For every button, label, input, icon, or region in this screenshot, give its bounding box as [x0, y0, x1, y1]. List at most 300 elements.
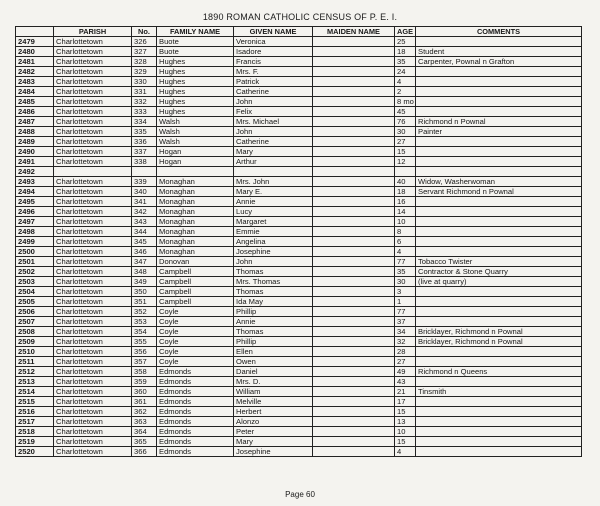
comments-cell: Tinsmith — [416, 387, 582, 397]
age-cell: 32 — [395, 337, 416, 347]
row-number-cell: 2505 — [16, 297, 54, 307]
table-row — [16, 207, 582, 217]
maiden-name-cell — [313, 337, 395, 347]
comments-cell — [416, 137, 582, 147]
comments-cell: Contractor & Stone Quarry — [416, 267, 582, 277]
age-cell: 28 — [395, 347, 416, 357]
comments-cell — [416, 167, 582, 177]
maiden-name-cell — [313, 147, 395, 157]
parish-cell: Charlottetown — [54, 297, 132, 307]
table-row — [16, 357, 582, 367]
family-name-cell: Coyle — [157, 347, 234, 357]
given-name-cell: William — [234, 387, 313, 397]
number-cell: 357 — [132, 357, 157, 367]
given-name-cell: Daniel — [234, 367, 313, 377]
number-cell: 326 — [132, 37, 157, 47]
parish-header: PARISH — [54, 27, 132, 37]
number-cell: 345 — [132, 237, 157, 247]
age-cell: 77 — [395, 257, 416, 267]
age-cell: 30 — [395, 127, 416, 137]
family-name-cell: Monaghan — [157, 187, 234, 197]
row-number-cell: 2492 — [16, 167, 54, 177]
row-number-cell: 2500 — [16, 247, 54, 257]
comments-cell — [416, 217, 582, 227]
age-cell: 15 — [395, 147, 416, 157]
row-number-cell: 2520 — [16, 447, 54, 457]
given-name-cell: Mary — [234, 147, 313, 157]
number-cell: 362 — [132, 407, 157, 417]
number-cell: 337 — [132, 147, 157, 157]
family-name-cell: Edmonds — [157, 377, 234, 387]
age-cell: 3 — [395, 287, 416, 297]
family-name-cell: Coyle — [157, 327, 234, 337]
number-cell: 363 — [132, 417, 157, 427]
maiden-name-cell — [313, 327, 395, 337]
number-cell: 347 — [132, 257, 157, 267]
comments-cell: Richmond n Pownal — [416, 117, 582, 127]
maiden-name-cell — [313, 267, 395, 277]
row-number-cell: 2501 — [16, 257, 54, 267]
given-name-cell: Lucy — [234, 207, 313, 217]
row-number-cell: 2490 — [16, 147, 54, 157]
table-row — [16, 77, 582, 87]
number-cell: 339 — [132, 177, 157, 187]
given-name-cell: Peter — [234, 427, 313, 437]
row-number-cell: 2506 — [16, 307, 54, 317]
maiden-name-cell — [313, 257, 395, 267]
age-cell: 34 — [395, 327, 416, 337]
table-row — [16, 217, 582, 227]
parish-cell: Charlottetown — [54, 447, 132, 457]
table-row — [16, 47, 582, 57]
family-name-cell: Coyle — [157, 317, 234, 327]
number-cell: 329 — [132, 67, 157, 77]
given-name-cell: Catherine — [234, 137, 313, 147]
age-cell: 37 — [395, 317, 416, 327]
family-name-cell: Monaghan — [157, 247, 234, 257]
number-cell: 327 — [132, 47, 157, 57]
parish-cell: Charlottetown — [54, 37, 132, 47]
number-cell: 344 — [132, 227, 157, 237]
maiden-name-cell — [313, 57, 395, 67]
family-name-cell — [157, 167, 234, 177]
given-name-cell: Josephine — [234, 247, 313, 257]
age-cell: 35 — [395, 267, 416, 277]
row-number-cell: 2494 — [16, 187, 54, 197]
parish-cell: Charlottetown — [54, 67, 132, 77]
given-name-cell: Arthur — [234, 157, 313, 167]
family-name-cell: Monaghan — [157, 227, 234, 237]
row-number-cell: 2507 — [16, 317, 54, 327]
number-header: No. — [132, 27, 157, 37]
given-name-cell: Mrs. D. — [234, 377, 313, 387]
age-cell: 2 — [395, 87, 416, 97]
comments-cell — [416, 97, 582, 107]
table-row — [16, 167, 582, 177]
row-number-cell: 2481 — [16, 57, 54, 67]
age-cell: 49 — [395, 367, 416, 377]
number-cell: 349 — [132, 277, 157, 287]
number-cell: 358 — [132, 367, 157, 377]
parish-cell: Charlottetown — [54, 247, 132, 257]
given-name-cell: Josephine — [234, 447, 313, 457]
age-cell: 8 — [395, 227, 416, 237]
parish-cell: Charlottetown — [54, 237, 132, 247]
maiden-name-cell — [313, 47, 395, 57]
age-cell: 30 — [395, 277, 416, 287]
table-row — [16, 347, 582, 357]
table-row — [16, 377, 582, 387]
parish-cell: Charlottetown — [54, 277, 132, 287]
given-name-cell: Francis — [234, 57, 313, 67]
row-number-cell: 2512 — [16, 367, 54, 377]
row-number-cell: 2508 — [16, 327, 54, 337]
maiden-name-cell — [313, 417, 395, 427]
comments-cell — [416, 67, 582, 77]
comments-cell — [416, 297, 582, 307]
parish-cell: Charlottetown — [54, 257, 132, 267]
given-name-cell: Ida May — [234, 297, 313, 307]
parish-cell: Charlottetown — [54, 337, 132, 347]
given-name-cell: Annie — [234, 197, 313, 207]
row-number-cell: 2485 — [16, 97, 54, 107]
family-name-cell: Walsh — [157, 127, 234, 137]
table-row — [16, 307, 582, 317]
family-name-cell: Campbell — [157, 277, 234, 287]
parish-cell: Charlottetown — [54, 227, 132, 237]
number-cell: 359 — [132, 377, 157, 387]
parish-cell: Charlottetown — [54, 57, 132, 67]
maiden-name-cell — [313, 357, 395, 367]
comments-cell — [416, 87, 582, 97]
maiden-name-cell — [313, 237, 395, 247]
parish-cell: Charlottetown — [54, 427, 132, 437]
table-row — [16, 447, 582, 457]
maiden-name-cell — [313, 97, 395, 107]
age-cell: 15 — [395, 437, 416, 447]
given-name-cell: Catherine — [234, 87, 313, 97]
number-cell: 352 — [132, 307, 157, 317]
comments-cell — [416, 147, 582, 157]
number-cell — [132, 167, 157, 177]
family-name-cell: Edmonds — [157, 387, 234, 397]
age-cell — [395, 167, 416, 177]
given-name-cell: Thomas — [234, 327, 313, 337]
comments-cell — [416, 417, 582, 427]
family-name-cell: Campbell — [157, 267, 234, 277]
number-cell: 360 — [132, 387, 157, 397]
family-name-cell: Edmonds — [157, 437, 234, 447]
parish-cell: Charlottetown — [54, 207, 132, 217]
age-cell: 77 — [395, 307, 416, 317]
number-cell: 341 — [132, 197, 157, 207]
given-name-cell: Thomas — [234, 267, 313, 277]
number-cell: 336 — [132, 137, 157, 147]
given-name-cell: Mrs. F. — [234, 67, 313, 77]
given-name-cell: Mrs. Thomas — [234, 277, 313, 287]
given-name-header: GIVEN NAME — [234, 27, 313, 37]
row-number-cell: 2511 — [16, 357, 54, 367]
table-row — [16, 97, 582, 107]
maiden-name-cell — [313, 397, 395, 407]
parish-cell: Charlottetown — [54, 97, 132, 107]
comments-cell — [416, 377, 582, 387]
row-number-cell: 2519 — [16, 437, 54, 447]
row-number-cell: 2513 — [16, 377, 54, 387]
age-cell: 17 — [395, 397, 416, 407]
given-name-cell: Thomas — [234, 287, 313, 297]
number-cell: 346 — [132, 247, 157, 257]
number-cell: 334 — [132, 117, 157, 127]
maiden-name-cell — [313, 447, 395, 457]
family-name-cell: Coyle — [157, 337, 234, 347]
parish-cell: Charlottetown — [54, 377, 132, 387]
family-name-cell: Hughes — [157, 87, 234, 97]
number-cell: 335 — [132, 127, 157, 137]
number-cell: 351 — [132, 297, 157, 307]
maiden-name-cell — [313, 37, 395, 47]
parish-cell: Charlottetown — [54, 357, 132, 367]
number-cell: 366 — [132, 447, 157, 457]
number-cell: 361 — [132, 397, 157, 407]
maiden-name-cell — [313, 167, 395, 177]
comments-cell — [416, 207, 582, 217]
given-name-cell: John — [234, 97, 313, 107]
comments-cell — [416, 227, 582, 237]
parish-cell: Charlottetown — [54, 417, 132, 427]
row-number-cell: 2486 — [16, 107, 54, 117]
maiden-name-cell — [313, 407, 395, 417]
census-table — [15, 26, 582, 457]
number-cell: 331 — [132, 87, 157, 97]
parish-cell: Charlottetown — [54, 317, 132, 327]
row-number-cell: 2514 — [16, 387, 54, 397]
family-name-cell: Monaghan — [157, 177, 234, 187]
table-row — [16, 187, 582, 197]
number-cell: 330 — [132, 77, 157, 87]
table-row — [16, 417, 582, 427]
number-cell: 356 — [132, 347, 157, 357]
family-name-cell: Monaghan — [157, 217, 234, 227]
comments-cell — [416, 107, 582, 117]
given-name-cell: Mrs. Michael — [234, 117, 313, 127]
row-number-cell: 2517 — [16, 417, 54, 427]
maiden-name-cell — [313, 277, 395, 287]
row-number-header — [16, 27, 54, 37]
maiden-name-cell — [313, 387, 395, 397]
table-row — [16, 137, 582, 147]
parish-cell: Charlottetown — [54, 407, 132, 417]
comments-cell — [416, 287, 582, 297]
maiden-name-cell — [313, 137, 395, 147]
table-row — [16, 157, 582, 167]
number-cell: 364 — [132, 427, 157, 437]
table-header-row — [16, 27, 582, 37]
given-name-cell: Mrs. John — [234, 177, 313, 187]
row-number-cell: 2503 — [16, 277, 54, 287]
given-name-cell: Owen — [234, 357, 313, 367]
number-cell: 355 — [132, 337, 157, 347]
parish-cell: Charlottetown — [54, 187, 132, 197]
age-cell: 40 — [395, 177, 416, 187]
table-row — [16, 317, 582, 327]
parish-cell: Charlottetown — [54, 157, 132, 167]
number-cell: 353 — [132, 317, 157, 327]
given-name-cell: Mary — [234, 437, 313, 447]
table-row — [16, 397, 582, 407]
parish-cell: Charlottetown — [54, 347, 132, 357]
family-name-cell: Hogan — [157, 147, 234, 157]
table-row — [16, 257, 582, 267]
given-name-cell: Melville — [234, 397, 313, 407]
family-name-cell: Buote — [157, 37, 234, 47]
family-name-cell: Edmonds — [157, 427, 234, 437]
age-cell: 18 — [395, 187, 416, 197]
given-name-cell: Annie — [234, 317, 313, 327]
family-name-cell: Buote — [157, 47, 234, 57]
table-row — [16, 297, 582, 307]
maiden-name-cell — [313, 427, 395, 437]
table-row — [16, 237, 582, 247]
number-cell: 343 — [132, 217, 157, 227]
table-row — [16, 107, 582, 117]
table-row — [16, 437, 582, 447]
number-cell: 338 — [132, 157, 157, 167]
comments-cell — [416, 77, 582, 87]
row-number-cell: 2497 — [16, 217, 54, 227]
age-cell: 10 — [395, 217, 416, 227]
parish-cell: Charlottetown — [54, 267, 132, 277]
parish-cell: Charlottetown — [54, 397, 132, 407]
maiden-name-cell — [313, 347, 395, 357]
row-number-cell: 2504 — [16, 287, 54, 297]
row-number-cell: 2496 — [16, 207, 54, 217]
comments-cell: Servant Richmond n Pownal — [416, 187, 582, 197]
number-cell: 354 — [132, 327, 157, 337]
comments-cell: Carpenter, Pownal n Grafton — [416, 57, 582, 67]
table-row — [16, 407, 582, 417]
maiden-name-cell — [313, 67, 395, 77]
given-name-cell: Phillip — [234, 307, 313, 317]
row-number-cell: 2489 — [16, 137, 54, 147]
family-name-cell: Hughes — [157, 107, 234, 117]
age-cell: 4 — [395, 77, 416, 87]
maiden-name-cell — [313, 117, 395, 127]
parish-cell: Charlottetown — [54, 387, 132, 397]
table-row — [16, 67, 582, 77]
table-row — [16, 337, 582, 347]
age-header: AGE — [395, 27, 416, 37]
family-name-cell: Monaghan — [157, 197, 234, 207]
parish-cell: Charlottetown — [54, 87, 132, 97]
page-number: Page 60 — [285, 490, 315, 499]
given-name-cell: Herbert — [234, 407, 313, 417]
comments-cell — [416, 407, 582, 417]
family-name-cell: Hughes — [157, 77, 234, 87]
maiden-name-cell — [313, 227, 395, 237]
given-name-cell: Patrick — [234, 77, 313, 87]
age-cell: 21 — [395, 387, 416, 397]
maiden-name-cell — [313, 297, 395, 307]
maiden-name-cell — [313, 377, 395, 387]
comments-cell — [416, 437, 582, 447]
given-name-cell: Ellen — [234, 347, 313, 357]
comments-cell: Painter — [416, 127, 582, 137]
row-number-cell: 2483 — [16, 77, 54, 87]
table-row — [16, 37, 582, 47]
comments-cell — [416, 37, 582, 47]
table-row — [16, 247, 582, 257]
comments-cell — [416, 447, 582, 457]
table-row — [16, 327, 582, 337]
age-cell: 27 — [395, 357, 416, 367]
maiden-name-cell — [313, 287, 395, 297]
row-number-cell: 2509 — [16, 337, 54, 347]
table-row — [16, 177, 582, 187]
age-cell: 27 — [395, 137, 416, 147]
maiden-name-cell — [313, 107, 395, 117]
parish-cell: Charlottetown — [54, 177, 132, 187]
table-row — [16, 277, 582, 287]
row-number-cell: 2499 — [16, 237, 54, 247]
age-cell: 15 — [395, 407, 416, 417]
age-cell: 18 — [395, 47, 416, 57]
row-number-cell: 2516 — [16, 407, 54, 417]
age-cell: 76 — [395, 117, 416, 127]
age-cell: 25 — [395, 37, 416, 47]
table-row — [16, 117, 582, 127]
given-name-cell: Felix — [234, 107, 313, 117]
given-name-cell: Angelina — [234, 237, 313, 247]
parish-cell: Charlottetown — [54, 327, 132, 337]
row-number-cell: 2515 — [16, 397, 54, 407]
given-name-cell: Alonzo — [234, 417, 313, 427]
table-row — [16, 127, 582, 137]
parish-cell: Charlottetown — [54, 107, 132, 117]
parish-cell: Charlottetown — [54, 437, 132, 447]
number-cell: 348 — [132, 267, 157, 277]
parish-cell: Charlottetown — [54, 137, 132, 147]
age-cell: 14 — [395, 207, 416, 217]
table-row — [16, 367, 582, 377]
parish-cell: Charlottetown — [54, 307, 132, 317]
age-cell: 10 — [395, 427, 416, 437]
maiden-name-cell — [313, 177, 395, 187]
comments-cell — [416, 307, 582, 317]
parish-cell: Charlottetown — [54, 47, 132, 57]
maiden-name-cell — [313, 367, 395, 377]
page-title: 1890 ROMAN CATHOLIC CENSUS OF P. E. I. — [202, 12, 398, 22]
family-name-cell: Campbell — [157, 287, 234, 297]
family-name-header: FAMILY NAME — [157, 27, 234, 37]
table-row — [16, 87, 582, 97]
table-row — [16, 287, 582, 297]
family-name-cell: Hughes — [157, 67, 234, 77]
maiden-name-cell — [313, 77, 395, 87]
given-name-cell: Phillip — [234, 337, 313, 347]
row-number-cell: 2482 — [16, 67, 54, 77]
row-number-cell: 2510 — [16, 347, 54, 357]
table-row — [16, 267, 582, 277]
parish-cell: Charlottetown — [54, 367, 132, 377]
maiden-name-cell — [313, 207, 395, 217]
table-body — [16, 37, 582, 457]
age-cell: 8 mo — [395, 97, 416, 107]
family-name-cell: Monaghan — [157, 207, 234, 217]
table-row — [16, 57, 582, 67]
family-name-cell: Edmonds — [157, 397, 234, 407]
table-row — [16, 427, 582, 437]
